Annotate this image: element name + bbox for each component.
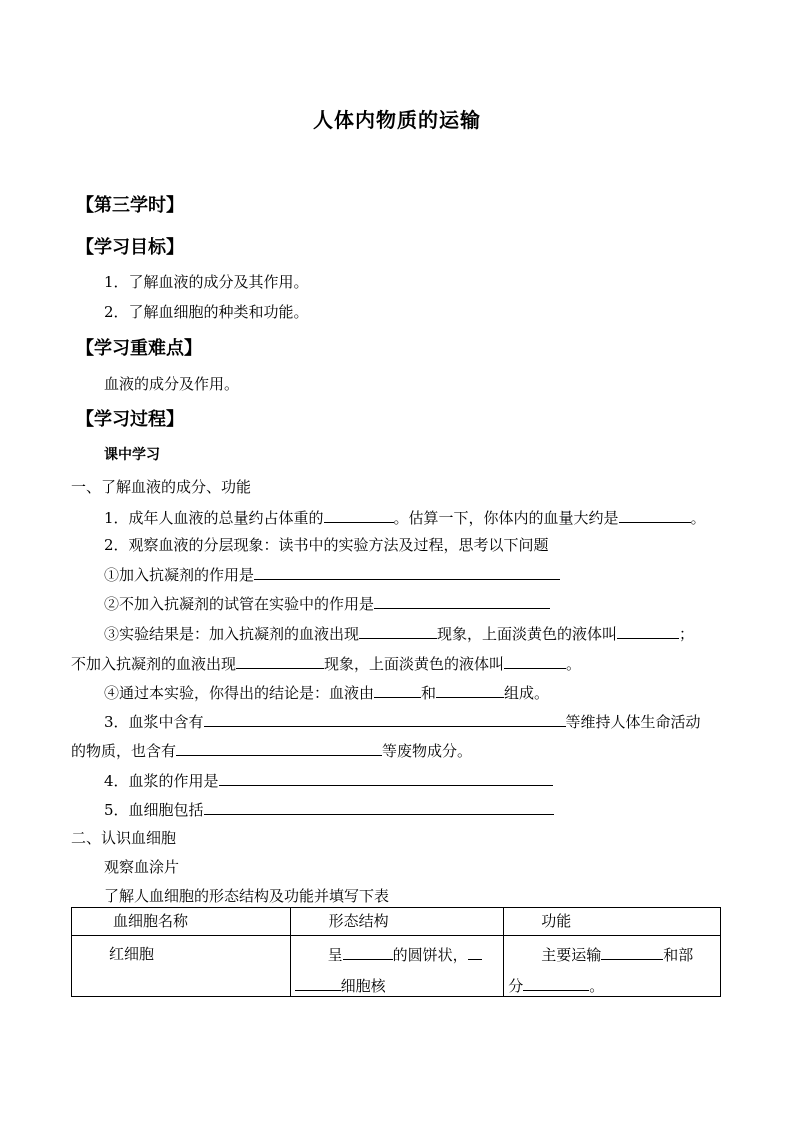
question-2: 2．观察血液的分层现象：读书中的实验方法及过程，思考以下问题 (104, 536, 549, 554)
answer-blank[interactable] (523, 975, 589, 991)
answer-blank[interactable] (324, 507, 394, 523)
question-4 (104, 770, 553, 791)
part2-heading: 二、认识血细胞 (71, 829, 177, 847)
q5-text: 5．血细胞包括 (104, 801, 204, 819)
q1-text-c: 。 (690, 509, 706, 527)
answer-blank[interactable] (254, 564, 560, 580)
table-header-row (72, 908, 721, 936)
function-text-c: 分 (508, 977, 524, 995)
structure-line-2 (291, 965, 504, 996)
circle-item-1 (104, 564, 560, 585)
circle-item-3-line-1 (104, 623, 694, 644)
structure-line-1 (291, 936, 504, 965)
header-cell-function: 功能 (504, 908, 721, 936)
section-key-points: 【学习重难点】 (76, 338, 202, 359)
c3-text-c: ； (679, 625, 695, 643)
answer-blank[interactable] (468, 944, 482, 960)
cell-red-blood-cell (72, 936, 291, 997)
q3-text-d: 等废物成分。 (382, 742, 473, 760)
answer-blank[interactable] (601, 944, 663, 960)
header-cell-name: 血细胞名称 (72, 908, 291, 936)
answer-blank[interactable] (504, 653, 566, 669)
q1-text-a: 1．成年人血液的总量约占体重的 (104, 509, 324, 527)
answer-blank[interactable] (176, 740, 382, 756)
answer-blank[interactable] (359, 623, 437, 639)
cell-structure (290, 936, 504, 997)
answer-blank[interactable] (219, 770, 553, 786)
answer-blank[interactable] (204, 711, 566, 727)
goal-2: 2．了解血细胞的种类和功能。 (104, 303, 309, 321)
blood-cell-table (71, 907, 721, 997)
table-row (72, 936, 721, 997)
answer-blank[interactable] (343, 944, 393, 960)
question-5 (104, 799, 554, 820)
q3-text-b: 等维持人体生命活动 (565, 713, 701, 731)
circle-item-4 (104, 682, 549, 703)
circle-item-2 (104, 593, 550, 614)
cell-function (504, 936, 721, 997)
section-process: 【学习过程】 (76, 409, 184, 430)
red-cell-name: 红细胞 (109, 945, 155, 963)
observe-smear: 观察血涂片 (104, 858, 180, 876)
q1-text-b: 。估算一下，你体内的血量大约是 (393, 509, 619, 527)
circle-item-3-line-2 (71, 653, 581, 674)
goal-1: 1．了解血液的成分及其作用。 (104, 273, 309, 291)
answer-blank[interactable] (374, 682, 421, 698)
answer-blank[interactable] (436, 682, 504, 698)
structure-text-c: 细胞核 (340, 977, 386, 995)
part1-heading: 一、了解血液的成分、功能 (71, 478, 252, 496)
answer-blank[interactable] (619, 507, 691, 523)
q4-text: 4．血浆的作用是 (104, 772, 219, 790)
answer-blank[interactable] (374, 593, 550, 609)
c3-text-f: 。 (566, 655, 582, 673)
answer-blank[interactable] (617, 623, 679, 639)
question-3-line-2 (71, 740, 472, 761)
table-intro: 了解人血细胞的形态结构及功能并填写下表 (104, 887, 390, 905)
c4-text-b: 和 (421, 684, 437, 702)
function-text-a: 主要运输 (541, 946, 602, 964)
class-study-label: 课中学习 (104, 447, 160, 463)
key-points-text: 血液的成分及作用。 (104, 375, 240, 393)
answer-blank[interactable] (204, 799, 554, 815)
question-1 (104, 507, 706, 528)
q3-text-a: 3．血浆中含有 (104, 713, 204, 731)
c3-text-d: 不加入抗凝剂的血液出现 (71, 655, 237, 673)
q3-text-c: 的物质，也含有 (71, 742, 177, 760)
c2-text: ②不加入抗凝剂的试管在实验中的作用是 (104, 595, 375, 613)
answer-blank[interactable] (295, 975, 341, 991)
header-cell-structure: 形态结构 (290, 908, 504, 936)
c1-text: ①加入抗凝剂的作用是 (104, 566, 255, 584)
page-title: 人体内物质的运输 (313, 108, 481, 132)
c4-text-a: ④通过本实验，你得出的结论是：血液由 (104, 684, 375, 702)
function-text-d: 。 (589, 977, 605, 995)
c3-text-e: 现象，上面淡黄色的液体叫 (324, 655, 505, 673)
section-lesson: 【第三学时】 (76, 195, 184, 216)
structure-text-b: 的圆饼状， (392, 946, 468, 964)
structure-text-a: 呈 (327, 946, 343, 964)
answer-blank[interactable] (236, 653, 324, 669)
question-3-line-1 (104, 711, 701, 732)
function-line-2 (504, 965, 720, 996)
function-line-1 (504, 936, 720, 965)
c4-text-c: 组成。 (504, 684, 550, 702)
section-goals: 【学习目标】 (76, 237, 184, 258)
c3-text-a: ③实验结果是：加入抗凝剂的血液出现 (104, 625, 360, 643)
c3-text-b: 现象，上面淡黄色的液体叫 (437, 625, 618, 643)
function-text-b: 和部 (663, 946, 694, 964)
